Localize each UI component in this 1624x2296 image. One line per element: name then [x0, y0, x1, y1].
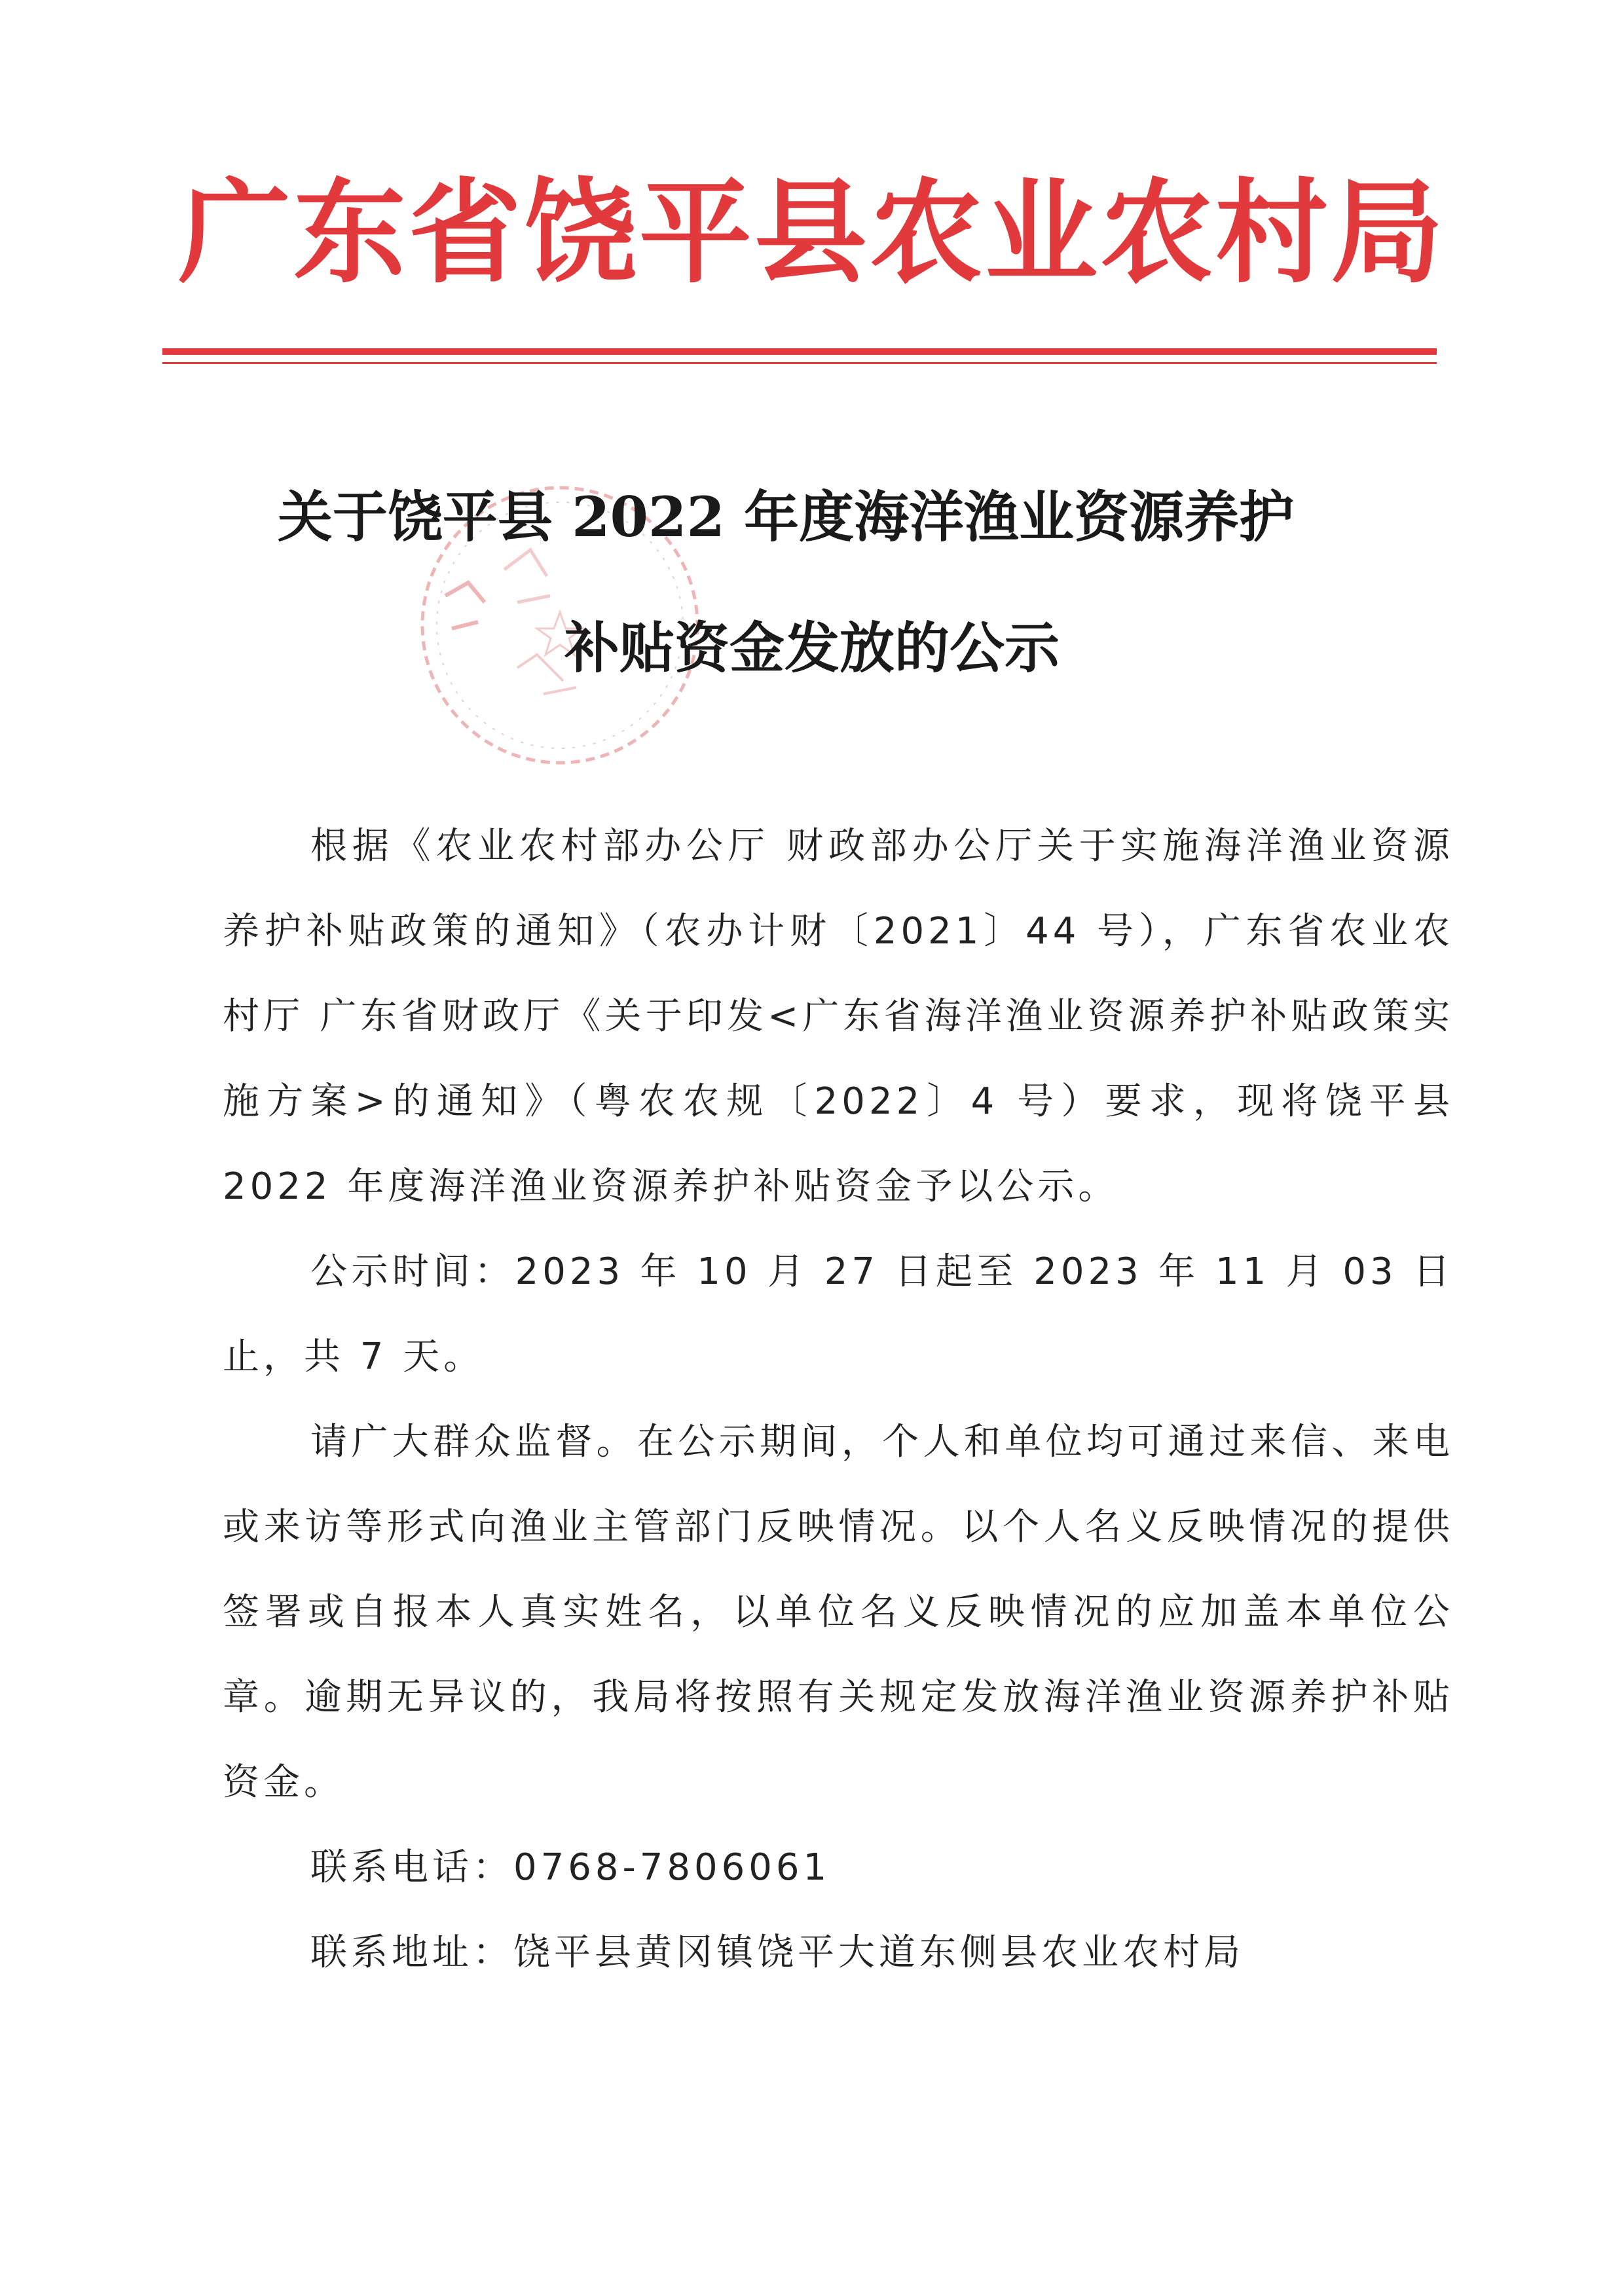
letterhead-org-name: 广东省饶平县农业农村局 [178, 166, 1446, 299]
body-paragraph-supervision: 请广大群众监督。在公示期间，个人和单位均可通过来信、来电或来访等形式向渔业主管部门反映情况。以个人名义反映情况的提供签署或自报本人真实姓名，以单位名义反映情况的应加盖本单位公章。逾期无异议的，我局将按照有关规定发放海洋渔业资源养护补贴资金。 [223, 1421, 1454, 1804]
contact-address [223, 1910, 1454, 1995]
contact-address-label: 联系地址： [310, 1931, 513, 1974]
letterhead-rule-thin [162, 362, 1437, 364]
contact-phone-value: 0768-7806061 [513, 1846, 831, 1889]
document-title-line-1: 关于饶平县 2022 年度海洋渔业资源养护 [277, 484, 1295, 549]
body-paragraph-basis: 根据《农业农村部办公厅 财政部办公厅关于实施海洋渔业资源养护补贴政策的通知》（农办计财〔2021〕44 号），广东省农业农村厅 广东省财政厅《关于印发<广东省海洋渔业资源养护补贴政策实施方案>的通知》（粤农农规〔2022〕4 号）要求，现将饶平县 2022 年度海洋渔业资源养护补贴资金予以公示。 [223, 825, 1454, 1208]
contact-phone-label: 联系电话： [310, 1846, 513, 1889]
contact-address-value: 饶平县黄冈镇饶平大道东侧县农业农村局 [513, 1931, 1244, 1974]
letterhead-rule-thick [162, 348, 1437, 355]
document-body [223, 804, 1454, 1995]
body-paragraph-period: 公示时间：2023 年 10 月 27 日起至 2023 年 11 月 03 日止，共 7 天。 [223, 1250, 1454, 1378]
document-title-line-2: 补贴资金发放的公示 [564, 615, 1060, 680]
contact-phone [223, 1825, 1454, 1910]
